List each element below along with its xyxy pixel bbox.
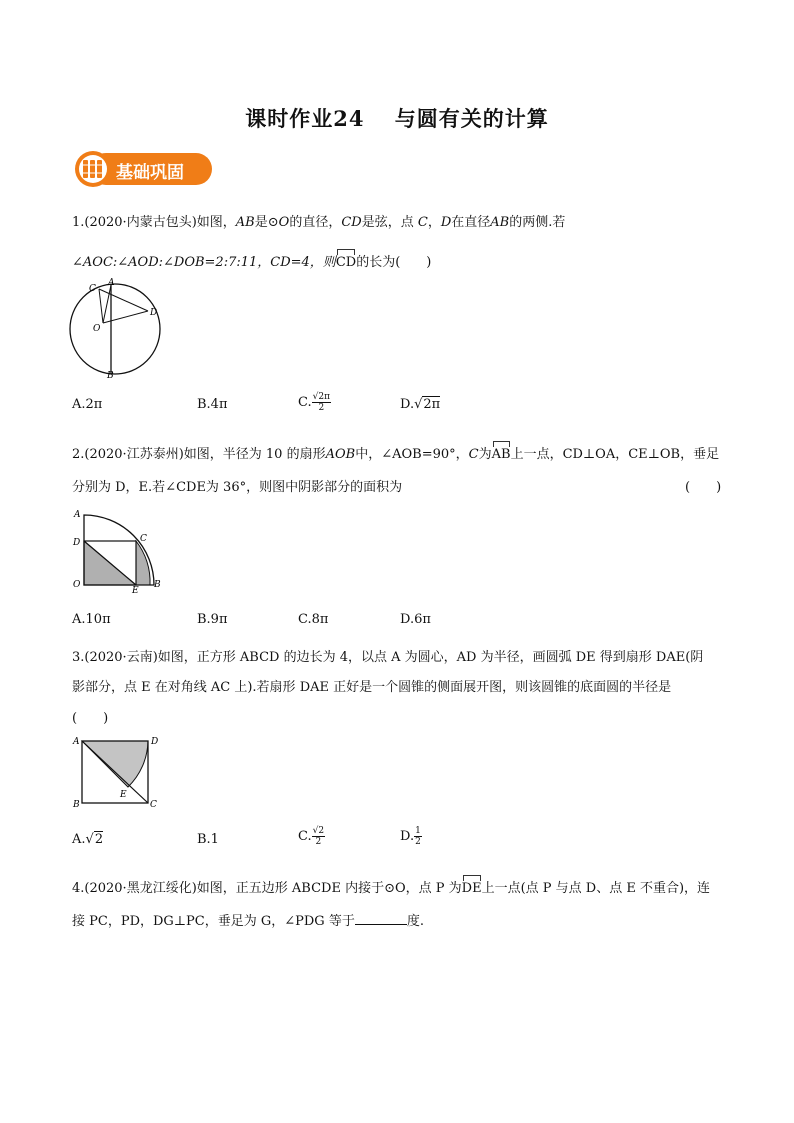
fig-label: E <box>120 790 127 800</box>
fig-label: E <box>132 586 139 593</box>
arc-mark <box>337 249 355 255</box>
q1-o: O <box>278 215 290 230</box>
q1-c: C <box>417 215 428 230</box>
fraction <box>414 826 422 847</box>
option-label: D. <box>400 829 415 844</box>
q3-number: 3. <box>72 650 85 665</box>
q3-line2: 影部分，点 E 在对角线 AC 上).若扇形 DAE 正好是一个圆锥的侧面展开图，则该圆锥的底面圆的半径是 <box>72 680 672 695</box>
fraction-denominator: 2 <box>318 403 325 413</box>
q2-sector-figure <box>70 505 170 593</box>
q1-text: 的长为( ) <box>356 255 432 270</box>
q1-text: 在直径 <box>451 215 491 230</box>
q1-arc-label: CD <box>335 255 357 270</box>
q1-arc-cd <box>336 255 356 270</box>
q4-answer-blank[interactable] <box>355 914 407 925</box>
q1-option-d[interactable]: D.√2π <box>400 397 441 412</box>
option-label: A. <box>72 832 86 847</box>
q4-text: 接 PC，PD，DG⊥PC，垂足为 G，∠PDG 等于 <box>72 914 355 929</box>
q3-option-c[interactable] <box>298 826 325 847</box>
sqrt-value: 2 <box>94 832 104 847</box>
q2-line1 <box>72 443 719 462</box>
q4-arc-label: DE <box>461 881 482 896</box>
fig-label: D <box>151 737 159 747</box>
q1-source: (2020·内蒙古包头) <box>84 215 197 230</box>
q1-line1 <box>72 211 565 230</box>
q2-aob: AOB <box>325 447 356 462</box>
q1-cd: CD <box>341 215 362 230</box>
option-label: C. <box>298 395 312 410</box>
q1-text: ， <box>427 215 441 230</box>
q4-text: 如图，正五边形 ABCDE 内接于⊙O，点 P 为 <box>196 881 462 896</box>
arc-mark <box>493 441 510 447</box>
option-label: D. <box>400 397 415 412</box>
q2-option-c[interactable]: C.8π <box>298 612 329 627</box>
q2-option-d[interactable]: D.6π <box>400 612 431 627</box>
q1-line2 <box>72 251 431 270</box>
q4-text: 度. <box>406 914 424 929</box>
q2-text: 如图，半径为 10 的扇形 <box>183 447 326 462</box>
q2-text: 上一点，CD⊥OA，CE⊥OB，垂足 <box>510 447 720 462</box>
fig-label: C <box>89 284 96 294</box>
option-label: C. <box>298 829 312 844</box>
fraction <box>312 392 331 413</box>
q1-option-c[interactable] <box>298 392 331 413</box>
q4-number: 4. <box>72 881 85 896</box>
q3-square-figure <box>70 733 162 813</box>
q1-ab: AB <box>235 215 255 230</box>
q3-line1 <box>72 646 703 665</box>
q1-circle-figure <box>66 276 166 380</box>
fraction-denominator: 2 <box>415 837 421 847</box>
fig-label: D <box>150 308 158 318</box>
q3-source: (2020·云南) <box>84 650 158 665</box>
q3-option-a[interactable]: A.√2 <box>72 832 104 847</box>
q1-ab: AB <box>490 215 510 230</box>
q4-arc-de <box>462 881 482 896</box>
q4-line2 <box>72 910 424 929</box>
q1-text: 的两侧.若 <box>509 215 566 230</box>
q3-option-d[interactable] <box>400 826 422 847</box>
q2-text: 为 <box>478 447 492 462</box>
q4-source: (2020·黑龙江绥化) <box>84 881 197 896</box>
q1-ratio-text: ∠AOC:∠AOD:∠DOB=2:7:11，CD=4，则 <box>72 255 336 270</box>
q2-answer-paren: ( ) <box>685 480 722 495</box>
q3-text: 如图，正方形 ABCD 的边长为 4，以点 A 为圆心，AD 为半径，画圆弧 DE 得到扇形 DAE(阴 <box>157 650 704 665</box>
fig-label: B <box>107 371 114 380</box>
section-label: 基础巩固 <box>116 163 184 183</box>
fig-label: A <box>73 737 80 747</box>
fig-label: A <box>108 278 115 288</box>
fraction-denominator: 2 <box>315 837 322 847</box>
q1-number: 1. <box>72 215 85 230</box>
q4-line1 <box>72 877 710 896</box>
q1-d: D <box>440 215 452 230</box>
q1-option-b[interactable]: B.4π <box>197 397 228 412</box>
fig-label: O <box>93 324 101 334</box>
q1-text: 是⊙ <box>254 215 279 230</box>
sqrt-value: 2π <box>423 397 441 412</box>
fig-label: O <box>73 580 81 590</box>
fig-label: D <box>73 538 81 548</box>
q3-option-b[interactable]: B.1 <box>197 832 219 847</box>
fig-label: C <box>140 534 147 544</box>
fig-label: B <box>73 800 80 810</box>
q2-line2: 分别为 D，E.若∠CDE为 36°，则图中阴影部分的面积为 <box>72 480 403 495</box>
q2-text: 中，∠AOB=90°， <box>355 447 469 462</box>
q2-source: (2020·江苏泰州) <box>84 447 184 462</box>
q2-option-b[interactable]: B.9π <box>197 612 228 627</box>
fig-label: A <box>74 510 81 520</box>
q2-option-a[interactable]: A.10π <box>72 612 111 627</box>
q2-arc-ab <box>492 447 511 462</box>
q1-text: 如图， <box>196 215 236 230</box>
q1-text: 是弦，点 <box>361 215 418 230</box>
q3-line3: ( ) <box>72 711 109 726</box>
fraction-numerator: √2 <box>312 826 325 836</box>
fraction <box>312 826 325 847</box>
q2-c: C <box>468 447 479 462</box>
q2-arc-label: AB <box>491 447 511 462</box>
q1-text: 的直径， <box>289 215 342 230</box>
fraction-numerator: 1 <box>415 826 421 836</box>
q2-number: 2. <box>72 447 85 462</box>
arc-mark <box>463 875 481 881</box>
q4-text: 上一点(点 P 与点 D、点 E 不重合)，连 <box>481 881 711 896</box>
page-title: 课时作业24 与圆有关的计算 <box>245 106 549 131</box>
fig-label: C <box>150 800 157 810</box>
fraction-numerator: √2π <box>312 392 331 402</box>
fig-label: B <box>154 580 161 590</box>
q1-option-a[interactable]: A.2π <box>72 397 103 412</box>
